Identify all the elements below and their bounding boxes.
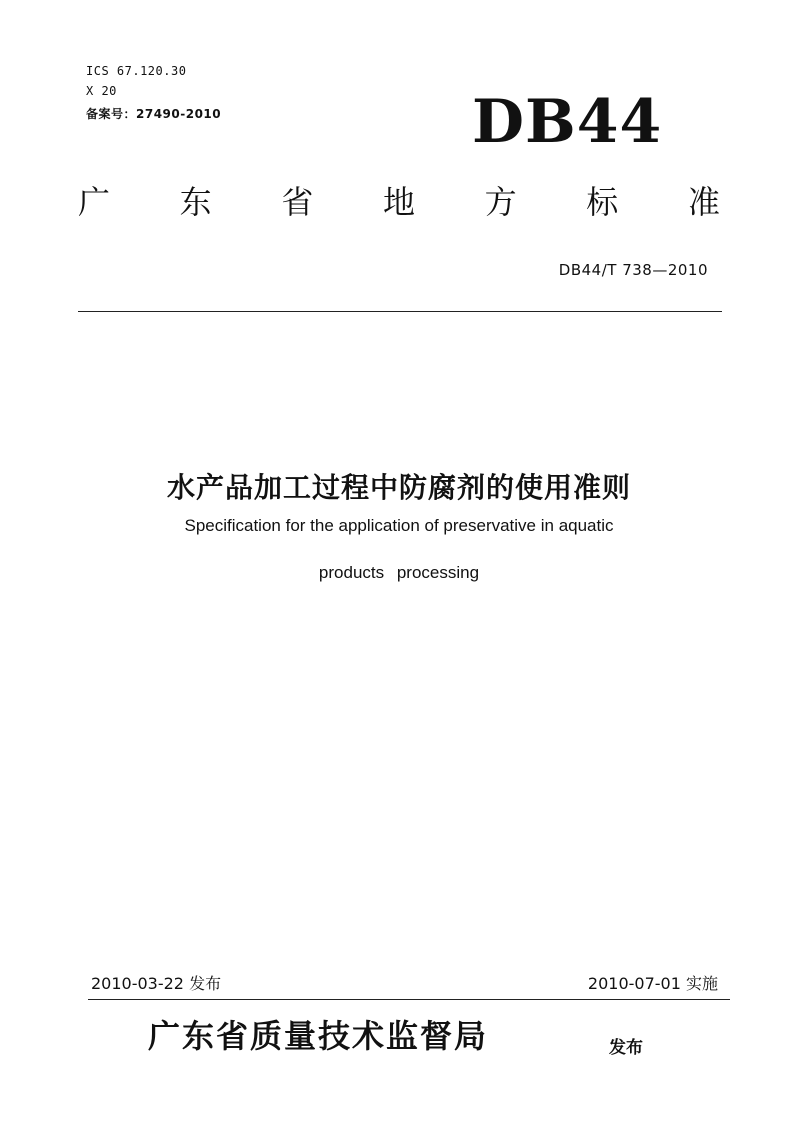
- issue-date: 2010-03-22 发布: [91, 974, 222, 993]
- standard-type-char: 标: [586, 183, 619, 221]
- record-number: 备案号：27490-2010: [86, 107, 222, 121]
- bottom-divider: [88, 999, 730, 1000]
- standard-type-char: 准: [687, 183, 720, 221]
- standard-type-char: 地: [382, 183, 415, 221]
- standard-type-title: [78, 183, 720, 221]
- top-divider: [78, 311, 722, 312]
- db44-logo: DB44: [472, 87, 663, 157]
- standard-number: DB44/T 738—2010: [558, 261, 708, 279]
- document-title-en-line2: products processing: [318, 563, 480, 582]
- standard-type-char: 东: [179, 183, 212, 221]
- document-title-zh: 水产品加工过程中防腐剂的使用准则: [166, 471, 631, 504]
- classification-code: X 20: [86, 84, 117, 98]
- ics-code: ICS 67.120.30: [86, 64, 187, 78]
- standard-type-char: 广: [78, 183, 111, 221]
- document-title-en-line1: Specification for the application of preservative in aquatic: [184, 516, 614, 535]
- standard-type-char: 方: [484, 183, 517, 221]
- implementation-date: 2010-07-01 实施: [587, 974, 718, 993]
- issuing-authority: 广东省质量技术监督局: [148, 1017, 489, 1055]
- standard-type-char: 省: [281, 183, 314, 221]
- issue-label: 发布: [609, 1038, 643, 1058]
